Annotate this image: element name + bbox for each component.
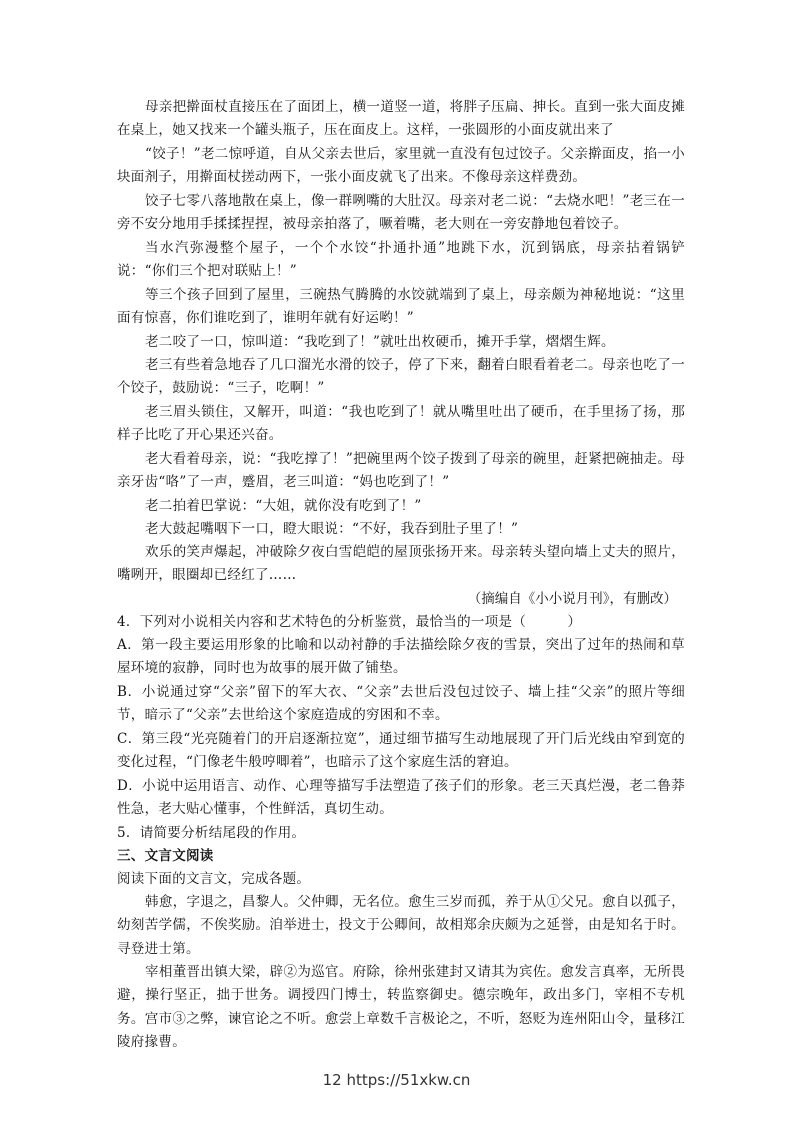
story-paragraph-11: 老大鼓起嘴咽下一口，瞪大眼说：“不好，我吞到肚子里了！” [145, 521, 519, 537]
section-intro: 阅读下面的文言文，完成各题。 [117, 871, 311, 887]
story-paragraph-8: 老三眉头锁住，又解开，叫道：“我也吃到了！就从嘴里吐出了硬币，在手里扬了扬，那样子比吃了开心果还兴奋。 [117, 404, 685, 444]
footer-url[interactable]: https://51xkw.cn [346, 1071, 471, 1089]
option-a: A．第一段主要运用形象的比喻和以动衬静的手法描绘除夕夜的雪景，突出了过年的热闹和草屋环境的寂静，同时也为故事的展开做了铺垫。 [117, 637, 685, 677]
story-paragraph-10: 老二拍着巴掌说：“大姐，就你没有吃到了！” [145, 498, 422, 514]
story-paragraph-7: 老三有些着急地吞了几口溜光水滑的饺子，停了下来，翻着白眼看着老二。母亲也吃了一个饺子，鼓励说：“三子，吃啊！” [117, 357, 685, 397]
option-d: D．小说中运用语言、动作、心理等描写手法塑造了孩子们的形象。老三天真烂漫，老二鲁莽性急，老大贴心懂事，个性鲜活，真切生动。 [117, 778, 685, 818]
story-paragraph-5: 等三个孩子回到了屋里，三碗热气腾腾的水饺就端到了桌上，母亲颇为神秘地说：“这里面有惊喜，你们谁吃到了，谁明年就有好运哟！” [117, 287, 685, 327]
story-paragraph-9: 老大看着母亲，说：“我吃撑了！”把碗里两个饺子拨到了母亲的碗里，赶紧把碗抽走。母亲牙齿“咯”了一声，蹙眉，老三叫道：“妈也吃到了！” [117, 451, 685, 491]
question-4: 4．下列对小说相关内容和艺术特色的分析鉴赏，最恰当的一项是（ ） [117, 614, 582, 630]
source-citation: （摘编自《小小说月刊》，有删改） [467, 591, 677, 607]
story-paragraph-12: 欢乐的笑声爆起，冲破除夕夜白雪皑皑的屋顶张扬开来。母亲转头望向墙上丈夫的照片，嘴咧开，眼圈却已经红了…… [117, 544, 685, 584]
question-5: 5．请简要分析结尾段的作用。 [117, 825, 306, 841]
page-number: 12 [322, 1071, 342, 1089]
page-footer [0, 1070, 793, 1090]
option-b: B．小说通过穿“父亲”留下的军大衣、“父亲”去世后没包过饺子、墙上挂“父亲”的照片等细节，暗示了“父亲”去世给这个家庭造成的穷困和不幸。 [117, 684, 685, 724]
classical-paragraph-1: 韩愈，字退之，昌黎人。父仲卿，无名位。愈生三岁而孤，养于从①父兄。愈自以孤子，幼刻苦学儒，不俟奖励。洎举进士，投文于公卿间，故相郑余庆颇为之延誉，由是知名于时。寻登进士第。 [117, 894, 685, 957]
option-c: C．第三段“光亮随着门的开启逐渐拉宽”，通过细节描写生动地展现了开门后光线由窄到宽的变化过程，“门像老牛般哼唧着”，也暗示了这个家庭生活的窘迫。 [117, 731, 685, 771]
classical-paragraph-2: 宰相董晋出镇大梁，辟②为巡官。府除，徐州张建封又请其为宾佐。愈发言真率，无所畏避，操行坚正，拙于世务。调授四门博士，转监察御史。德宗晚年，政出多门，宰相不专机务。宫市③之弊，谏官论之不听。愈尝上章数千言极论之，不听，怒贬为连州阳山令，量移江陵府掾曹。 [117, 964, 685, 1051]
story-paragraph-6: 老二咬了一口，惊叫道：“我吃到了！”就吐出枚硬币，摊开手掌，熠熠生辉。 [145, 334, 615, 350]
section-heading: 三、文言文阅读 [117, 848, 214, 864]
story-paragraph-3: 饺子七零八落地散在桌上，像一群咧嘴的大肚汉。母亲对老二说：“去烧水吧！”老三在一旁不安分地用手揉揉捏捏，被母亲拍落了，噘着嘴，老大则在一旁安静地包着饺子。 [117, 193, 685, 233]
story-paragraph-4: 当水汽弥漫整个屋子，一个个水饺“扑通扑通”地跳下水，沉到锅底，母亲拈着锅铲说：“你们三个把对联贴上！” [117, 240, 685, 280]
story-paragraph-2: “饺子！”老二惊呼道，自从父亲去世后，家里就一直没有包过饺子。父亲擀面皮，掐一小块面剂子，用擀面杖搓动两下，一张小面皮就飞了出来。不像母亲这样费劲。 [117, 146, 685, 186]
story-paragraph-1: 母亲把擀面杖直接压在了面团上，横一道竖一道，将胖子压扁、抻长。直到一张大面皮摊在桌上，她又找来一个罐头瓶子，压在面皮上。这样，一张圆形的小面皮就出来了 [117, 99, 685, 139]
